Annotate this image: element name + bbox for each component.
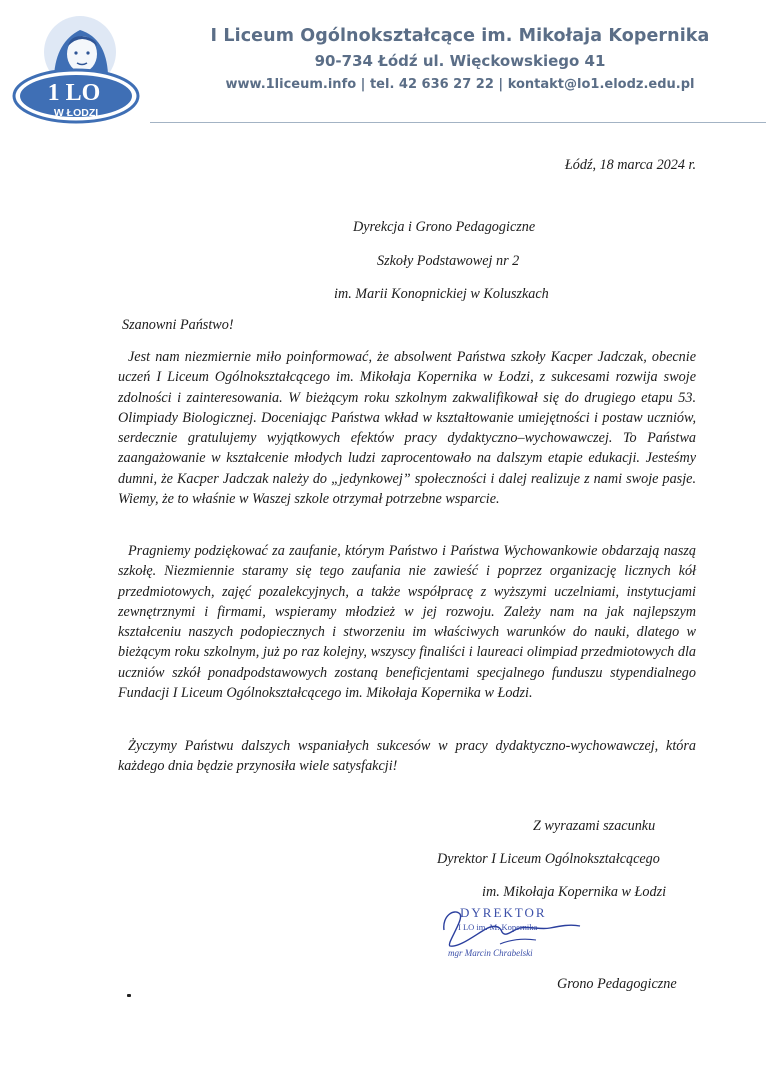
school-contact: www.1liceum.info | tel. 42 636 27 22 | kontakt@lo1.elodz.edu.pl	[225, 77, 695, 92]
logo-number: 1 LO	[47, 80, 101, 106]
stamp-title: DYREKTOR	[460, 905, 547, 920]
recipient-line: Szkoły Podstawowej nr 2	[377, 253, 520, 269]
stamp-name: mgr Marcin Chrabelski	[448, 948, 533, 958]
letterhead	[165, 26, 755, 92]
stamp-school: I LO im. M. Kopernika	[458, 922, 538, 932]
paragraph-text: Życzymy Państwu dalszych wspaniałych sukcesów w pracy dydaktyczno-wychowawczej, która każdego dnia będzie przynosiła wiele satysfakcji!	[118, 738, 696, 775]
paragraph-text: Jest nam niezmiernie miło poinformować, że absolwent Państwa szkoły Kacper Jadczak, obecnie uczeń I Liceum Ogólnokształcącego im. Mikołaja Kopernika w Łodzi, z sukcesami rozwija swoje zdolności i zainteresowania. W bieżącym roku szkolnym zakwalifikował się do drugiego etapu 53. Olimpiady Biologicznej. Doceniając Państwa wkład w kształtowanie umiejętności i postaw uczniów, serdecznie gratulujemy wyjątkowych efektów pracy dydaktyczno–wychowawczej. To Państwa zaangażowanie w kształcenie młodych ludzi zaprocentowało na dalszym etapie edukacji. Jesteśmy dumni, że Kacper Jadczak należy do „jedynkowej” społeczności i dalej realizuje z nami swoje pasje. Wiemy, że to właśnie w Waszej szkole otrzymał potrzebne wsparcie.	[118, 349, 696, 508]
letter-paragraph	[118, 347, 696, 509]
director-stamp-signature	[440, 900, 600, 960]
closing-regards: Z wyrazami szacunku	[533, 818, 656, 834]
school-address: 90-734 Łódź ul. Więckowskiego 41	[314, 52, 606, 70]
scan-speck	[127, 994, 131, 997]
letter-date: Łódź, 18 marca 2024 r.	[564, 157, 696, 173]
school-name: I Liceum Ogólnokształcące im. Mikołaja Kopernika	[210, 26, 710, 46]
closing-title-line: Dyrektor I Liceum Ogólnokształcącego	[437, 851, 660, 867]
recipient-line: Dyrekcja i Grono Pedagogiczne	[353, 219, 536, 235]
recipient-line: im. Marii Konopnickiej w Koluszkach	[334, 286, 549, 302]
letter-paragraph	[118, 736, 696, 777]
logo-city: W ŁODZI	[53, 107, 99, 119]
logo-badge	[14, 70, 138, 122]
letter-paragraph	[118, 541, 696, 703]
school-logo	[10, 12, 148, 124]
paragraph-text: Pragniemy podziękować za zaufanie, którym Państwo i Państwa Wychowankowie obdarzają naszą szkołę. Niezmiennie staramy się tego zaufania nie zawieść i poprzez organizację licznych kół przedmiotowych, zajęć pozalekcyjnych, a także współpracę z wyższymi uczelniami, instytucjami zewnętrznymi i firmami, wspieramy młodzież w jej rozwoju. Zależy nam na jak najlepszym kształceniu naszych podopiecznych i stworzeniu im właściwych warunków do nauki, dlatego w bieżącym roku szkolnym, już po raz kolejny, wszyscy finaliści i laureaci olimpiad przedmiotowych dla uczniów szkół ponadpodstawowych zostaną beneficjentami specjalnego funduszu stypendialnego Fundacji I Liceum Ogólnokształcącego im. Mikołaja Kopernika w Łodzi.	[118, 543, 696, 702]
letterhead-divider	[150, 122, 766, 123]
greeting: Szanowni Państwo!	[122, 317, 234, 333]
closing-title-line: im. Mikołaja Kopernika w Łodzi	[482, 884, 667, 900]
closing-signoff: Grono Pedagogiczne	[557, 976, 677, 992]
